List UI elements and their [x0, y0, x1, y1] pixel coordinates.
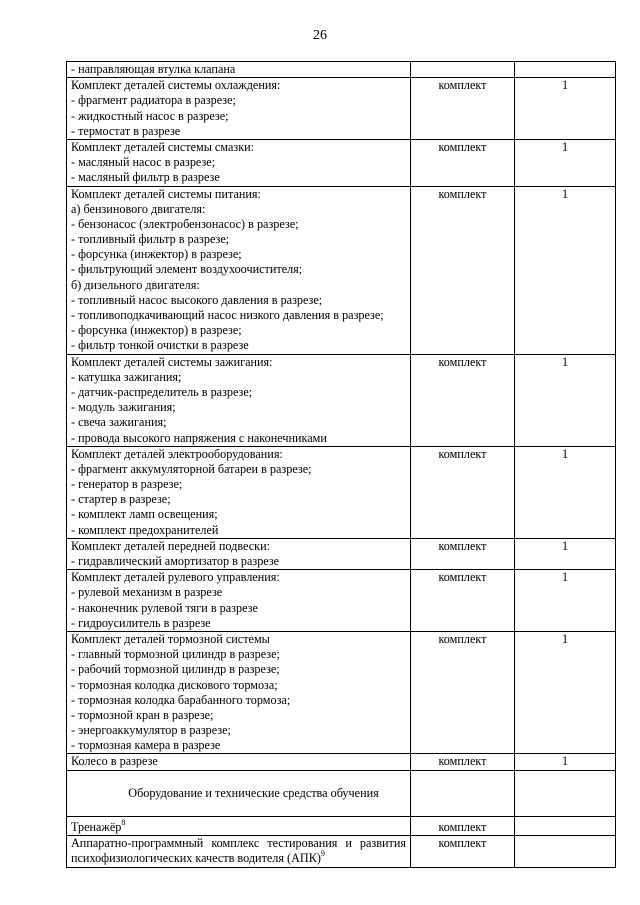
word: и — [345, 836, 352, 851]
item-line: - топливный насос высокого давления в разрезе; — [71, 292, 323, 307]
table-row — [67, 186, 616, 354]
unit-value: комплект — [438, 754, 487, 769]
item-line: - стартер в разрезе; — [71, 492, 171, 507]
unit-value: комплект — [438, 538, 487, 553]
unit-cell — [411, 817, 515, 836]
item-line — [67, 851, 410, 866]
unit-value: комплект — [438, 631, 487, 646]
qty-value: 1 — [561, 570, 569, 585]
table-row — [67, 78, 616, 140]
item-line: Комплект деталей системы смазки: — [71, 139, 255, 154]
item-line: - наконечник рулевой тяги в разрезе — [71, 600, 258, 615]
qty-cell — [515, 631, 616, 754]
table-row — [67, 817, 616, 836]
table-row — [67, 446, 616, 538]
item-line: - свеча зажигания; — [71, 415, 167, 430]
section-row — [67, 770, 616, 817]
item-line: - тормозной кран в разрезе; — [71, 707, 214, 722]
qty-cell — [515, 570, 616, 632]
item-line: - энергоаккумулятор в разрезе; — [71, 723, 231, 738]
unit-value: комплект — [438, 570, 487, 585]
unit-cell — [411, 186, 515, 354]
table-row — [67, 570, 616, 632]
unit-cell — [411, 570, 515, 632]
item-line: б) дизельного двигателя: — [71, 277, 200, 292]
item-line: - гидроусилитель в разрезе — [71, 615, 211, 630]
unit-value: комплект — [438, 354, 487, 369]
table-row — [67, 538, 616, 569]
item-line: - фрагмент аккумуляторной батареи в разрезе; — [71, 461, 312, 476]
unit-cell — [411, 631, 515, 754]
qty-value: 1 — [561, 186, 569, 201]
word: комплекс — [211, 836, 260, 851]
item-line: Комплект деталей системы зажигания: — [71, 354, 273, 369]
unit-cell — [411, 836, 515, 867]
item-cell — [67, 186, 411, 354]
item-cell — [67, 62, 411, 78]
table-row — [67, 139, 616, 186]
item-cell — [67, 139, 411, 186]
item-line: - провода высокого напряжения с наконечниками — [71, 430, 327, 445]
item-cell — [67, 570, 411, 632]
item-line: - форсунка (инжектор) в разрезе; — [71, 323, 242, 338]
qty-value: 1 — [561, 754, 569, 769]
item-line: - генератор в разрезе; — [71, 477, 183, 492]
item-line: - фильтр тонкой очистки в разрезе — [71, 338, 249, 353]
apk-label: психофизиологических качеств водителя (АПК) — [71, 851, 321, 866]
footnote-ref: 8 — [121, 818, 126, 828]
qty-cell — [515, 754, 616, 770]
qty-value: 1 — [561, 538, 569, 553]
item-line — [67, 836, 410, 851]
qty-cell — [515, 836, 616, 867]
item-line: Комплект деталей передней подвески: — [71, 538, 270, 553]
item-cell — [67, 754, 411, 770]
item-line: - тормозная камера в разрезе — [71, 738, 221, 753]
qty-value: 1 — [561, 78, 569, 93]
qty-cell — [515, 817, 616, 836]
unit-cell — [411, 446, 515, 538]
item-line: - рулевой механизм в разрезе — [71, 585, 223, 600]
unit-cell — [411, 78, 515, 140]
item-line: - гидравлический амортизатор в разрезе — [71, 554, 280, 568]
item-line: - датчик-распределитель в разрезе; — [71, 384, 253, 399]
unit-value: комплект — [438, 186, 487, 201]
unit-cell — [411, 139, 515, 186]
qty-cell — [515, 78, 616, 140]
table-row — [67, 754, 616, 770]
qty-value: 1 — [561, 354, 569, 369]
item-line: - рабочий тормозной цилиндр в разрезе; — [71, 662, 280, 677]
table-row — [67, 631, 616, 754]
unit-value: комплект — [438, 836, 487, 851]
qty-cell — [515, 139, 616, 186]
table-row — [67, 836, 616, 867]
section-cell — [67, 770, 411, 817]
trainer-label: Тренажёр — [71, 820, 122, 835]
item-cell — [67, 78, 411, 140]
item-line: Комплект деталей системы охлаждения: — [71, 78, 281, 93]
item-line: - жидкостный насос в разрезе; — [71, 108, 229, 123]
unit-value: комплект — [438, 78, 487, 93]
item-line: Комплект деталей системы питания: — [71, 186, 261, 201]
item-line: - топливоподкачивающий насос низкого давления в разрезе; — [71, 308, 384, 322]
item-line: - фрагмент радиатора в разрезе; — [71, 93, 236, 108]
page-number: 26 — [313, 28, 327, 43]
item-line: а) бензинового двигателя: — [71, 201, 206, 216]
item-line: Комплект деталей тормозной системы — [71, 631, 270, 646]
table-row — [67, 354, 616, 446]
item-cell — [67, 538, 411, 569]
item-line: - тормозная колодка дискового тормоза; — [71, 677, 278, 692]
item-line: - масляный фильтр в разрезе — [71, 170, 220, 185]
equipment-table — [66, 61, 616, 868]
qty-cell — [515, 538, 616, 569]
table-row — [67, 62, 616, 78]
qty-cell — [515, 770, 616, 817]
item-line: - комплект предохранителей — [71, 522, 219, 537]
unit-value: комплект — [438, 139, 487, 154]
item-line: - форсунка (инжектор) в разрезе; — [71, 247, 242, 262]
item-line: - топливный фильтр в разрезе; — [71, 232, 230, 247]
unit-cell — [411, 754, 515, 770]
item-line: - модуль зажигания; — [71, 400, 176, 415]
qty-cell — [515, 186, 616, 354]
unit-cell — [411, 538, 515, 569]
item-line — [67, 817, 410, 835]
item-line: - фильтрующий элемент воздухоочистителя; — [71, 262, 303, 277]
item-line: - направляющая втулка клапана — [71, 62, 236, 76]
word: Аппаратно-программный — [71, 836, 204, 851]
item-line: - тормозная колодка барабанного тормоза; — [71, 692, 291, 707]
qty-cell — [515, 354, 616, 446]
unit-value: комплект — [438, 820, 487, 835]
item-cell — [67, 817, 411, 836]
item-line: Комплект деталей электрооборудования: — [71, 446, 283, 461]
item-line: Комплект деталей рулевого управления: — [71, 570, 280, 585]
section-heading: Оборудование и технические средства обучения — [128, 785, 379, 800]
qty-value: 1 — [561, 139, 569, 154]
item-line: - комплект ламп освещения; — [71, 507, 218, 522]
item-line: - масляный насос в разрезе; — [71, 155, 216, 170]
item-cell — [67, 354, 411, 446]
qty-cell — [515, 62, 616, 78]
qty-value: 1 — [561, 446, 569, 461]
item-cell — [67, 836, 411, 867]
qty-value: 1 — [561, 631, 569, 646]
qty-cell — [515, 446, 616, 538]
item-line: - главный тормозной цилиндр в разрезе; — [71, 647, 280, 662]
word: тестирования — [267, 836, 338, 851]
item-line: Колесо в разрезе — [71, 754, 158, 769]
unit-value — [411, 62, 514, 77]
item-cell — [67, 446, 411, 538]
item-line: - катушка зажигания; — [71, 369, 182, 384]
item-line: - термостат в разрезе — [71, 123, 181, 138]
unit-cell — [411, 62, 515, 78]
unit-cell — [411, 354, 515, 446]
footnote-ref: 9 — [320, 849, 325, 859]
item-cell — [67, 631, 411, 754]
item-line: - бензонасос (электробензонасос) в разрезе; — [71, 216, 299, 231]
unit-cell — [411, 770, 515, 817]
word: развития — [359, 836, 406, 851]
qty-value — [515, 62, 615, 77]
unit-value: комплект — [438, 446, 487, 461]
